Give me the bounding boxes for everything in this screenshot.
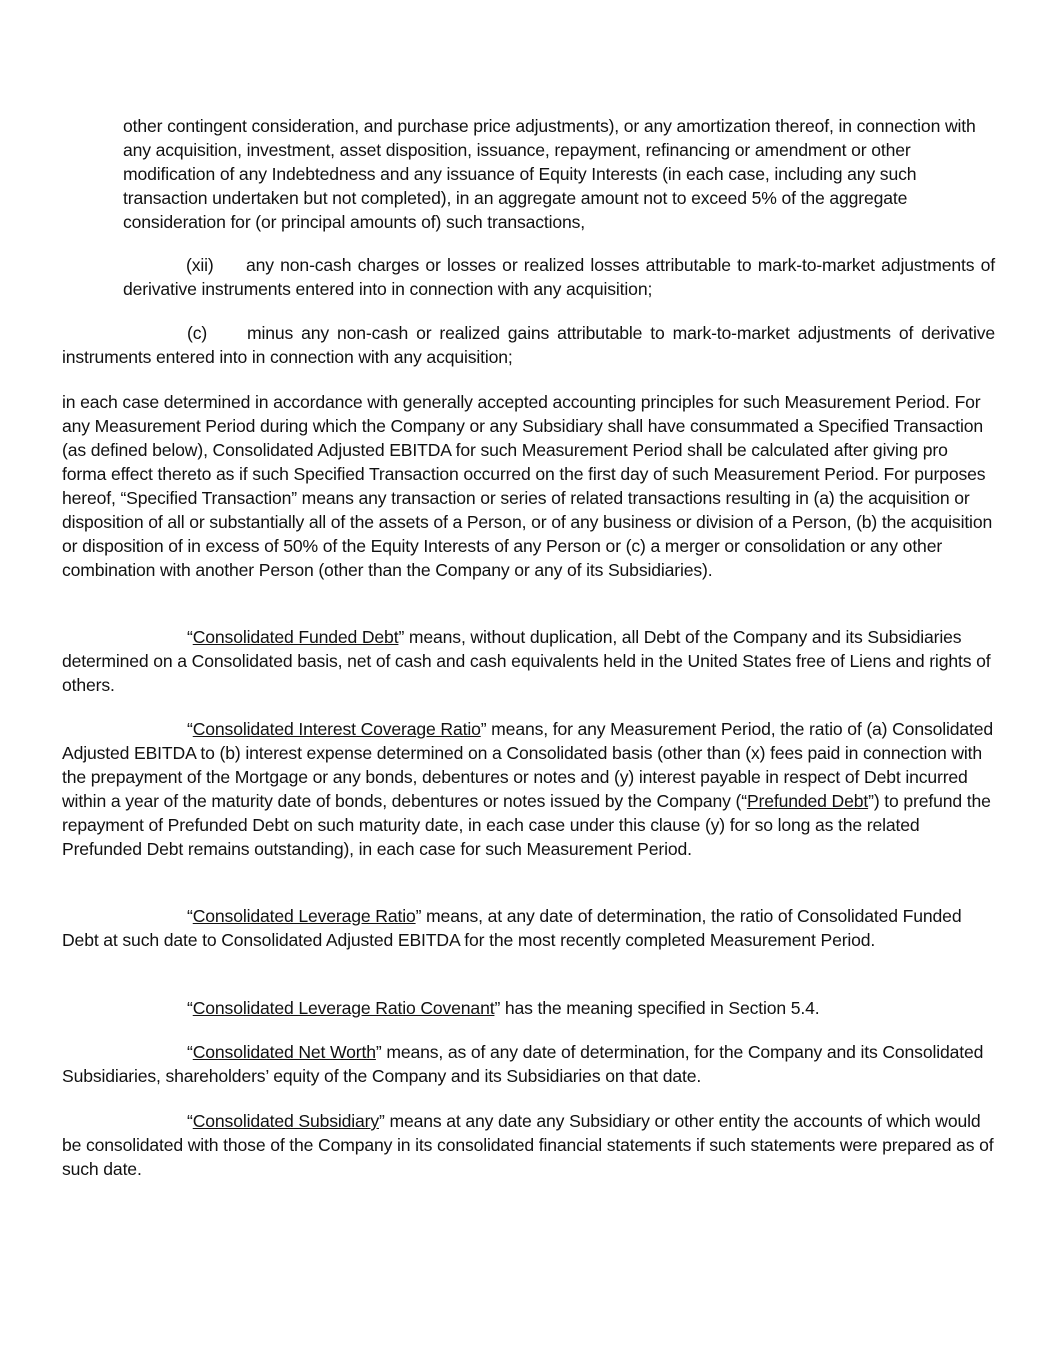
defined-term: Consolidated Subsidiary	[192, 1111, 380, 1131]
definition-text: means, without duplication, all Debt of the Company and its Subsidiaries determined on a Consolidated basis, net of cash and cash equivalents held in the United States free of Liens and rights of others.	[62, 627, 991, 695]
clause-text: any non-cash charges or losses or realized losses attributable to mark-to-market adjustments of derivative instruments entered into in connection with any acquisition;	[123, 255, 995, 299]
clause-c	[62, 321, 995, 369]
definition-consolidated-leverage-ratio: “Consolidated Leverage Ratio” means, at any date of determination, the ratio of Consolidated Funded Debt at such date to Consolidated Adjusted EBITDA for the most recently completed Measurement Period.	[62, 906, 962, 950]
definition-text: means, at any date of determination, the ratio of Consolidated Funded Debt at such date to Consolidated Adjusted EBITDA for the most recently completed Measurement Period.	[62, 906, 962, 950]
clause-xii	[123, 253, 995, 301]
definition-consolidated-leverage-ratio-covenant: “Consolidated Leverage Ratio Covenant” has the meaning specified in Section 5.4.	[187, 998, 820, 1018]
definition-text: means, for any Measurement Period, the ratio of (a) Consolidated Adjusted EBITDA to (b) interest expense determined on a Consolidated basis (other than (x) fees paid in connection with the prepayment of the Mortgage or any bonds, debentures or notes and (y) interest payable in respect of Debt incurred within a year of the maturity date of bonds, debentures or notes issued by the Company (	[62, 719, 994, 811]
paragraph-measurement-period: in each case determined in accordance with generally accepted accounting principles for such Measurement Period. For any Measurement Period during which the Company or any Subsidiary shall have consummated a Specified Transaction (as defined below), Consolidated Adjusted EBITDA for such Measurement Period shall be calculated after giving pro forma effect thereto as if such Specified Transaction occurred on the first day of such Measurement Period. For purposes hereof, “Specified Transaction” means any transaction or series of related transactions resulting in (a) the acquisition or disposition of all or substantially all of the assets of a Person, or of any business or division of a Person, (b) the acquisition or disposition of in excess of 50% of the Equity Interests of any Person or (c) a merger or consolidation or any other combination with another Person (other than the Company or any of its Subsidiaries).	[62, 392, 993, 580]
defined-term: Consolidated Interest Coverage Ratio	[192, 719, 481, 739]
definition-text: has the meaning specified in Section 5.4.	[500, 998, 820, 1018]
defined-term: Consolidated Leverage Ratio	[192, 906, 416, 926]
definition-text: means, as of any date of determination, for the Company and its Consolidated Subsidiaries, shareholders’ equity of the Company and its Subsidiaries on that date.	[62, 1042, 984, 1086]
definition-text-continued: ) to prefund the repayment of Prefunded Debt on such maturity date, in each case under this clause (y) for so long as the related Prefunded Debt remains outstanding), in each case for such Measurement Period.	[62, 791, 991, 859]
clause-number: (c)	[187, 323, 208, 343]
defined-term: Consolidated Funded Debt	[192, 627, 399, 647]
definition-consolidated-funded-debt: “Consolidated Funded Debt” means, without duplication, all Debt of the Company and its Subsidiaries determined on a Consolidated basis, net of cash and cash equivalents held in the United States free of Liens and rights of others.	[62, 627, 991, 695]
clause-number: (xii)	[186, 255, 214, 275]
defined-term: Consolidated Net Worth	[192, 1042, 376, 1062]
defined-term-inner: Prefunded Debt	[746, 791, 869, 811]
definition-consolidated-subsidiary: “Consolidated Subsidiary” means at any date any Subsidiary or other entity the accounts of which would be consolidated with those of the Company in its consolidated financial statements if such statements were prepared as of such date.	[62, 1111, 994, 1179]
clause-text: minus any non-cash or realized gains attributable to mark-to-market adjustments of derivative instruments entered into in connection with any acquisition;	[62, 323, 995, 367]
definition-consolidated-interest-coverage-ratio: “Consolidated Interest Coverage Ratio” means, for any Measurement Period, the ratio of (a) Consolidated Adjusted EBITDA to (b) interest expense determined on a Consolidated basis (other than (x) fees paid in connection with the prepayment of the Mortgage or any bonds, debentures or notes and (y) interest payable in respect of Debt incurred within a year of the maturity date of bonds, debentures or notes issued by the Company (“Prefunded Debt”) to prefund the repayment of Prefunded Debt on such maturity date, in each case under this clause (y) for so long as the related Prefunded Debt remains outstanding), in each case for such Measurement Period.	[62, 719, 994, 859]
defined-term: Consolidated Leverage Ratio Covenant	[192, 998, 495, 1018]
paragraph-continuation: other contingent consideration, and purchase price adjustments), or any amortization thereof, in connection with any acquisition, investment, asset disposition, issuance, repayment, refinancing or amendment or other modification of any Indebtedness and any issuance of Equity Interests (in each case, including any such transaction undertaken but not completed), in an aggregate amount not to exceed 5% of the aggregate consideration for (or principal amounts of) such transactions,	[123, 116, 976, 232]
definition-consolidated-net-worth: “Consolidated Net Worth” means, as of any date of determination, for the Company and its Consolidated Subsidiaries, shareholders’ equity of the Company and its Subsidiaries on that date.	[62, 1042, 984, 1086]
definition-text: means at any date any Subsidiary or other entity the accounts of which would be consolidated with those of the Company in its consolidated financial statements if such statements were prepared as of such date.	[62, 1111, 994, 1179]
